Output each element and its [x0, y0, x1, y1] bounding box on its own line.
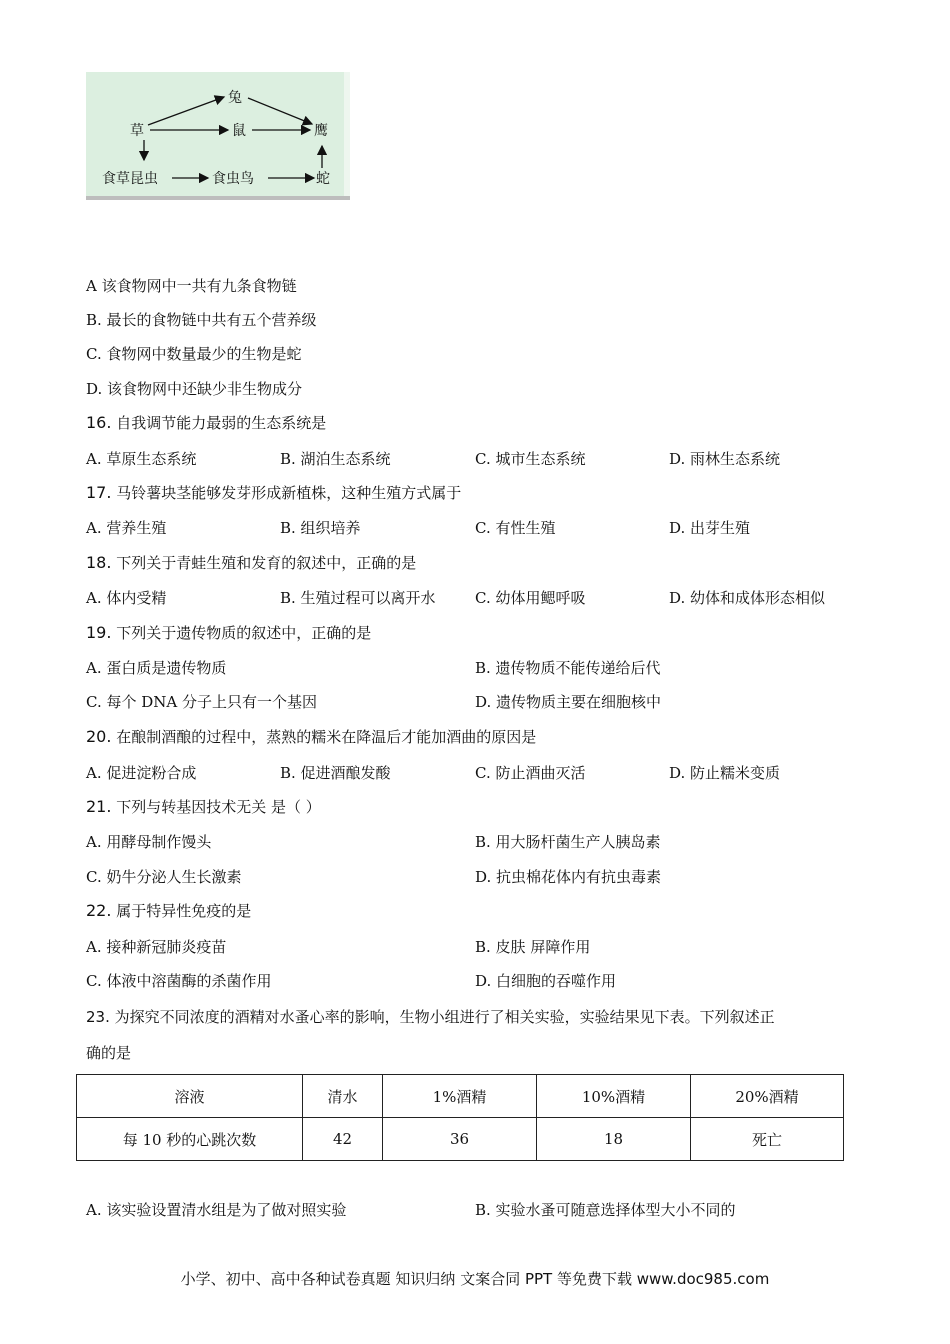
q23-text: 为探究不同浓度的酒精对水蚤心率的影响，生物小组进行了相关实验，实验结果见下表。下列叙述正 — [114, 1008, 775, 1026]
q19-option-a: A. 蛋白质是遗传物质 — [86, 659, 227, 677]
table-header-cell: 清水 — [303, 1075, 383, 1118]
q18-number: 18. — [86, 553, 112, 572]
q21-stem — [86, 797, 321, 817]
table-cell: 42 — [303, 1118, 383, 1161]
q21-text: 下列与转基因技术无关 是（ ） — [116, 798, 321, 816]
table-header-cell: 1%酒精 — [383, 1075, 537, 1118]
q20-stem — [86, 727, 536, 747]
q17-text: 马铃薯块茎能够发芽形成新植株，这种生殖方式属于 — [116, 484, 462, 502]
q19-option-d: D. 遗传物质主要在细胞核中 — [475, 693, 662, 711]
q16-option-b: B. 湖泊生态系统 — [280, 450, 391, 468]
q22-text: 属于特异性免疫的是 — [116, 902, 252, 920]
q23-option-a: A. 该实验设置清水组是为了做对照实验 — [86, 1201, 347, 1219]
q17-stem — [86, 483, 461, 503]
node-rabbit: 兔 — [228, 90, 242, 106]
q18-stem — [86, 553, 416, 573]
node-insect: 食草昆虫 — [102, 171, 158, 187]
q22-number: 22. — [86, 901, 112, 920]
q15-option-d: D. 该食物网中还缺少非生物成分 — [86, 380, 303, 398]
q23-number: 23. — [86, 1008, 110, 1026]
q23-stem-line1 — [86, 1007, 775, 1027]
food-web-diagram — [86, 72, 350, 200]
q18-option-d: D. 幼体和成体形态相似 — [669, 589, 826, 607]
q21-number: 21. — [86, 797, 112, 816]
q20-option-d: D. 防止糯米变质 — [669, 764, 781, 782]
q19-text: 下列关于遗传物质的叙述中，正确的是 — [116, 624, 372, 642]
q17-number: 17. — [86, 483, 112, 502]
table-header-cell: 20%酒精 — [691, 1075, 844, 1118]
q16-option-d: D. 雨林生态系统 — [669, 450, 781, 468]
table-cell: 死亡 — [691, 1118, 844, 1161]
q21-option-c: C. 奶牛分泌人生长激素 — [86, 868, 242, 886]
table-header-cell: 10%酒精 — [537, 1075, 691, 1118]
table-header-cell: 溶液 — [77, 1075, 303, 1118]
q16-stem — [86, 413, 326, 433]
q20-option-a: A. 促进淀粉合成 — [86, 764, 197, 782]
q19-option-c: C. 每个 DNA 分子上只有一个基因 — [86, 693, 317, 711]
q20-text: 在酿制酒酿的过程中，蒸熟的糯米在降温后才能加酒曲的原因是 — [116, 728, 537, 746]
q16-number: 16. — [86, 413, 112, 432]
q19-number: 19. — [86, 623, 112, 642]
table-header-row — [77, 1075, 844, 1118]
node-snake: 蛇 — [316, 171, 330, 187]
q15-option-b: B. 最长的食物链中共有五个营养级 — [86, 311, 317, 329]
table-row — [77, 1118, 844, 1161]
q18-option-a: A. 体内受精 — [86, 589, 167, 607]
q22-stem — [86, 901, 251, 921]
q17-option-b: B. 组织培养 — [280, 519, 361, 537]
q20-option-c: C. 防止酒曲灭活 — [475, 764, 586, 782]
q22-option-c: C. 体液中溶菌酶的杀菌作用 — [86, 972, 272, 990]
q20-number: 20. — [86, 727, 112, 746]
q22-option-a: A. 接种新冠肺炎疫苗 — [86, 938, 227, 956]
node-hawk: 鹰 — [314, 123, 328, 139]
q18-text: 下列关于青蛙生殖和发育的叙述中，正确的是 — [116, 554, 417, 572]
q22-option-b: B. 皮肤 屏障作用 — [475, 938, 591, 956]
results-table — [76, 1074, 844, 1161]
table-cell: 18 — [537, 1118, 691, 1161]
q21-option-d: D. 抗虫棉花体内有抗虫毒素 — [475, 868, 662, 886]
q23-option-b: B. 实验水蚤可随意选择体型大小不同的 — [475, 1201, 736, 1219]
q17-option-a: A. 营养生殖 — [86, 519, 167, 537]
q19-stem — [86, 623, 371, 643]
q15-option-a: A 该食物网中一共有九条食物链 — [86, 277, 297, 295]
q19-option-b: B. 遗传物质不能传递给后代 — [475, 659, 661, 677]
food-web-svg — [86, 72, 350, 200]
q16-option-c: C. 城市生态系统 — [475, 450, 586, 468]
q20-option-b: B. 促进酒酿发酸 — [280, 764, 391, 782]
q18-option-c: C. 幼体用鳃呼吸 — [475, 589, 586, 607]
q17-option-c: C. 有性生殖 — [475, 519, 556, 537]
q23-stem-line2: 确的是 — [86, 1044, 132, 1062]
q15-option-c: C. 食物网中数量最少的生物是蛇 — [86, 345, 302, 363]
q16-text: 自我调节能力最弱的生态系统是 — [116, 414, 327, 432]
node-mouse: 鼠 — [232, 123, 246, 139]
page-footer: 小学、初中、高中各种试卷真题 知识归纳 文案合同 PPT 等免费下载 www.doc985.com — [180, 1270, 770, 1288]
q17-option-d: D. 出芽生殖 — [669, 519, 751, 537]
q21-option-b: B. 用大肠杆菌生产人胰岛素 — [475, 833, 661, 851]
q22-option-d: D. 白细胞的吞噬作用 — [475, 972, 617, 990]
q18-option-b: B. 生殖过程可以离开水 — [280, 589, 436, 607]
q16-option-a: A. 草原生态系统 — [86, 450, 197, 468]
table-cell: 每 10 秒的心跳次数 — [77, 1118, 303, 1161]
table-cell: 36 — [383, 1118, 537, 1161]
node-bird: 食虫鸟 — [212, 171, 254, 187]
node-grass: 草 — [130, 123, 144, 139]
q21-option-a: A. 用酵母制作馒头 — [86, 833, 212, 851]
